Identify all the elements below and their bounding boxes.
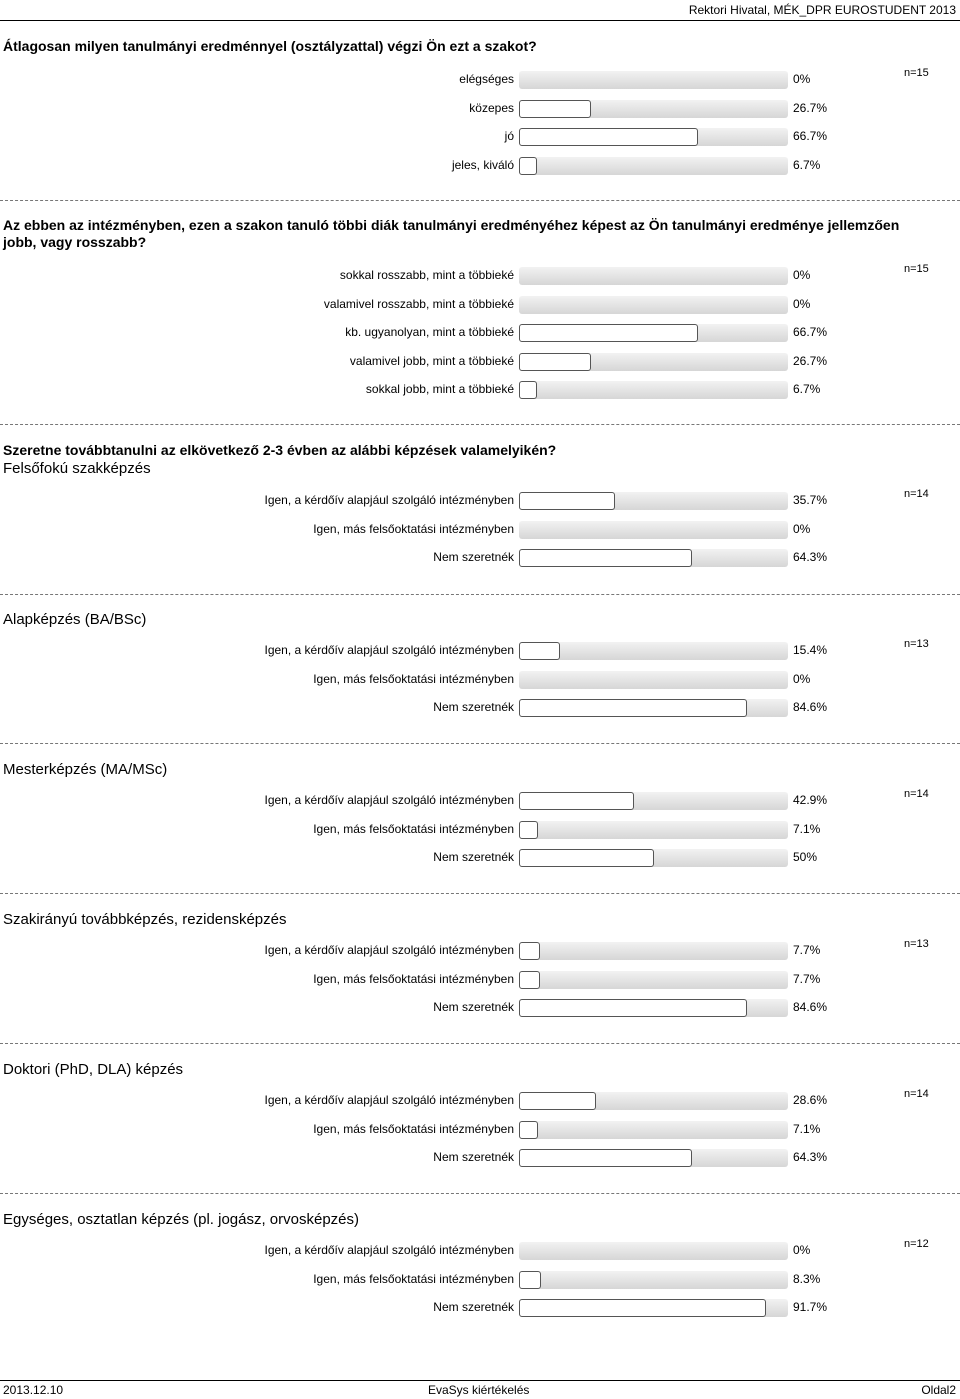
sample-size-label: n=14 xyxy=(904,1088,929,1100)
bar-track xyxy=(519,942,788,960)
bar-row xyxy=(0,353,960,371)
bar-category-label: Igen, más felsőoktatási intézményben xyxy=(313,1121,514,1136)
bar-value-label: 26.7% xyxy=(793,353,828,368)
bar-category-label: valamivel jobb, mint a többieké xyxy=(349,353,514,368)
bar-value-label: 6.7% xyxy=(793,157,821,172)
bar-category-label: Igen, a kérdőív alapjául szolgáló intézményben xyxy=(264,1093,514,1107)
bar-track xyxy=(519,1242,788,1260)
bar-row xyxy=(0,999,960,1017)
bar-track xyxy=(519,1092,788,1110)
bar-value-label: 26.7% xyxy=(793,100,828,115)
bar-track xyxy=(519,353,788,371)
bar-row xyxy=(0,128,960,146)
bar-track xyxy=(519,71,788,89)
bar-category-label: Nem szeretnék xyxy=(433,850,514,865)
sample-size-label: n=12 xyxy=(904,1238,929,1250)
bar-value-label: 84.6% xyxy=(793,700,828,715)
chart-subheading: Egységes, osztatlan képzés (pl. jogász, orvosképzés) xyxy=(3,1211,360,1228)
bar xyxy=(519,1149,692,1167)
bar-value-label: 7.7% xyxy=(793,971,821,986)
bar xyxy=(519,1121,538,1139)
bar-value-label: 7.1% xyxy=(793,1121,821,1136)
bar-category-label: Igen, más felsőoktatási intézményben xyxy=(313,971,514,986)
section-separator xyxy=(0,594,960,595)
bar-value-label: 66.7% xyxy=(793,325,828,340)
bar-track xyxy=(519,100,788,118)
bar-track xyxy=(519,549,788,567)
bar xyxy=(519,492,615,510)
bar-value-label: 15.4% xyxy=(793,643,828,657)
section-separator xyxy=(0,200,960,201)
bar-value-label: 42.9% xyxy=(793,793,828,807)
sample-size-label: n=14 xyxy=(904,488,929,500)
sample-size-label: n=15 xyxy=(904,263,929,275)
bar xyxy=(519,942,540,960)
bar-value-label: 8.3% xyxy=(793,1271,821,1286)
bar-value-label: 91.7% xyxy=(793,1300,828,1315)
section-separator xyxy=(0,743,960,744)
bar-value-label: 0% xyxy=(793,521,811,536)
chart-subheading: Alapképzés (BA/BSc) xyxy=(3,611,147,628)
bar-row xyxy=(0,1299,960,1317)
chart-subheading: Mesterképzés (MA/MSc) xyxy=(3,761,168,778)
bar-row xyxy=(0,267,960,285)
bar xyxy=(519,999,747,1017)
bar-value-label: 28.6% xyxy=(793,1093,828,1107)
section-separator xyxy=(0,893,960,894)
bar-track xyxy=(519,381,788,399)
bar-category-label: valamivel rosszabb, mint a többieké xyxy=(323,296,514,311)
sample-size-label: n=14 xyxy=(904,788,929,800)
bar-category-label: sokkal rosszabb, mint a többieké xyxy=(339,268,514,282)
bar-category-label: Igen, a kérdőív alapjául szolgáló intézményben xyxy=(264,1243,514,1257)
bar xyxy=(519,699,747,717)
bar xyxy=(519,157,537,175)
bar-row xyxy=(0,324,960,342)
bar-track xyxy=(519,792,788,810)
section-separator xyxy=(0,1043,960,1044)
bar-row xyxy=(0,1149,960,1167)
bar-value-label: 66.7% xyxy=(793,129,828,144)
question-1-title: Átlagosan milyen tanulmányi eredménnyel (osztályzattal) végzi Ön ezt a szakot? xyxy=(3,38,537,54)
bar-row xyxy=(0,699,960,717)
bar-track xyxy=(519,157,788,175)
section-separator xyxy=(0,1193,960,1194)
bar-category-label: Igen, más felsőoktatási intézményben xyxy=(313,1271,514,1286)
bar-row xyxy=(0,849,960,867)
bar-category-label: Igen, más felsőoktatási intézményben xyxy=(313,671,514,686)
bar-track xyxy=(519,521,788,539)
bar-category-label: Nem szeretnék xyxy=(433,700,514,715)
bar-value-label: 35.7% xyxy=(793,493,828,507)
bar-row xyxy=(0,549,960,567)
footer-page-number: Oldal2 xyxy=(921,1383,956,1397)
bar-row xyxy=(0,1242,960,1260)
bar xyxy=(519,324,698,342)
bar-category-label: Igen, más felsőoktatási intézményben xyxy=(313,821,514,836)
bar-category-label: közepes xyxy=(469,100,514,115)
chart-subheading: Doktori (PhD, DLA) képzés xyxy=(3,1061,184,1078)
bar-track xyxy=(519,971,788,989)
bar xyxy=(519,971,540,989)
bar-row xyxy=(0,792,960,810)
bar-value-label: 0% xyxy=(793,296,811,311)
footer-center-text: EvaSys kiértékelés xyxy=(428,1383,530,1397)
bar-category-label: Nem szeretnék xyxy=(433,1300,514,1315)
bar-track xyxy=(519,671,788,689)
bar-category-label: Nem szeretnék xyxy=(433,1000,514,1015)
header-divider xyxy=(0,20,960,21)
bar-track xyxy=(519,296,788,314)
bar-value-label: 6.7% xyxy=(793,382,821,397)
bar xyxy=(519,100,591,118)
bar xyxy=(519,642,560,660)
bar-track xyxy=(519,699,788,717)
bar-track xyxy=(519,821,788,839)
bar-track xyxy=(519,1299,788,1317)
bar xyxy=(519,1299,766,1317)
bar-row xyxy=(0,71,960,89)
bar xyxy=(519,381,537,399)
bar-row xyxy=(0,157,960,175)
bar-track xyxy=(519,267,788,285)
bar-value-label: 64.3% xyxy=(793,1150,828,1165)
bar-row xyxy=(0,296,960,314)
bar-row xyxy=(0,521,960,539)
bar-category-label: sokkal jobb, mint a többieké xyxy=(365,382,514,397)
report-header-title: Rektori Hivatal, MÉK_DPR EUROSTUDENT 2013 xyxy=(688,3,956,17)
bar xyxy=(519,353,591,371)
chart-subheading: Szakirányú továbbképzés, rezidensképzés xyxy=(3,911,287,928)
bar-value-label: 7.1% xyxy=(793,821,821,836)
bar-category-label: Igen, a kérdőív alapjául szolgáló intézményben xyxy=(264,493,514,507)
bar xyxy=(519,128,698,146)
bar-track xyxy=(519,1121,788,1139)
footer-divider xyxy=(0,1380,960,1381)
bar-track xyxy=(519,1271,788,1289)
bar xyxy=(519,1271,541,1289)
bar-category-label: Igen, más felsőoktatási intézményben xyxy=(313,521,514,536)
bar-value-label: 50% xyxy=(793,850,818,865)
bar-row xyxy=(0,942,960,960)
bar xyxy=(519,549,692,567)
bar-category-label: elégséges xyxy=(459,72,514,86)
bar-value-label: 0% xyxy=(793,268,811,282)
bar-category-label: kb. ugyanolyan, mint a többieké xyxy=(345,325,514,340)
bar-category-label: Nem szeretnék xyxy=(433,550,514,565)
sample-size-label: n=13 xyxy=(904,938,929,950)
bar-track xyxy=(519,128,788,146)
section-separator xyxy=(0,424,960,425)
question-3-title: Szeretne továbbtanulni az elkövetkező 2-3 évben az alábbi képzések valamelyikén? xyxy=(3,442,557,458)
question-2-title: Az ebben az intézményben, ezen a szakon tanuló többi diák tanulmányi eredményéhez képest az Ön tanulmányi eredménye jellemzően jobb, vagy rosszabb? xyxy=(3,217,900,250)
bar-row xyxy=(0,642,960,660)
bar xyxy=(519,1092,596,1110)
footer-date: 2013.12.10 xyxy=(3,1383,64,1397)
bar-row xyxy=(0,1092,960,1110)
bar-row xyxy=(0,1121,960,1139)
sample-size-label: n=15 xyxy=(904,67,929,79)
bar-value-label: 64.3% xyxy=(793,550,828,565)
bar-track xyxy=(519,324,788,342)
bar-category-label: Nem szeretnék xyxy=(433,1150,514,1165)
bar-value-label: 0% xyxy=(793,72,811,86)
bar-row xyxy=(0,381,960,399)
bar-row xyxy=(0,821,960,839)
bar-category-label: jeles, kiváló xyxy=(451,157,514,172)
bar-category-label: Igen, a kérdőív alapjául szolgáló intézményben xyxy=(264,643,514,657)
bar-track xyxy=(519,642,788,660)
bar-category-label: jó xyxy=(504,129,514,144)
bar xyxy=(519,849,654,867)
bar xyxy=(519,821,538,839)
bar-category-label: Igen, a kérdőív alapjául szolgáló intézményben xyxy=(264,943,514,957)
bar-track xyxy=(519,999,788,1017)
bar-track xyxy=(519,849,788,867)
chart-subheading: Felsőfokú szakképzés xyxy=(3,460,151,477)
bar-value-label: 7.7% xyxy=(793,943,821,957)
bar-value-label: 0% xyxy=(793,1243,811,1257)
bar-track xyxy=(519,492,788,510)
bar-value-label: 0% xyxy=(793,671,811,686)
sample-size-label: n=13 xyxy=(904,638,929,650)
bar-row xyxy=(0,671,960,689)
bar-track xyxy=(519,1149,788,1167)
bar-row xyxy=(0,492,960,510)
bar-row xyxy=(0,1271,960,1289)
bar xyxy=(519,792,634,810)
bar-value-label: 84.6% xyxy=(793,1000,828,1015)
bar-category-label: Igen, a kérdőív alapjául szolgáló intézményben xyxy=(264,793,514,807)
bar-row xyxy=(0,100,960,118)
bar-row xyxy=(0,971,960,989)
